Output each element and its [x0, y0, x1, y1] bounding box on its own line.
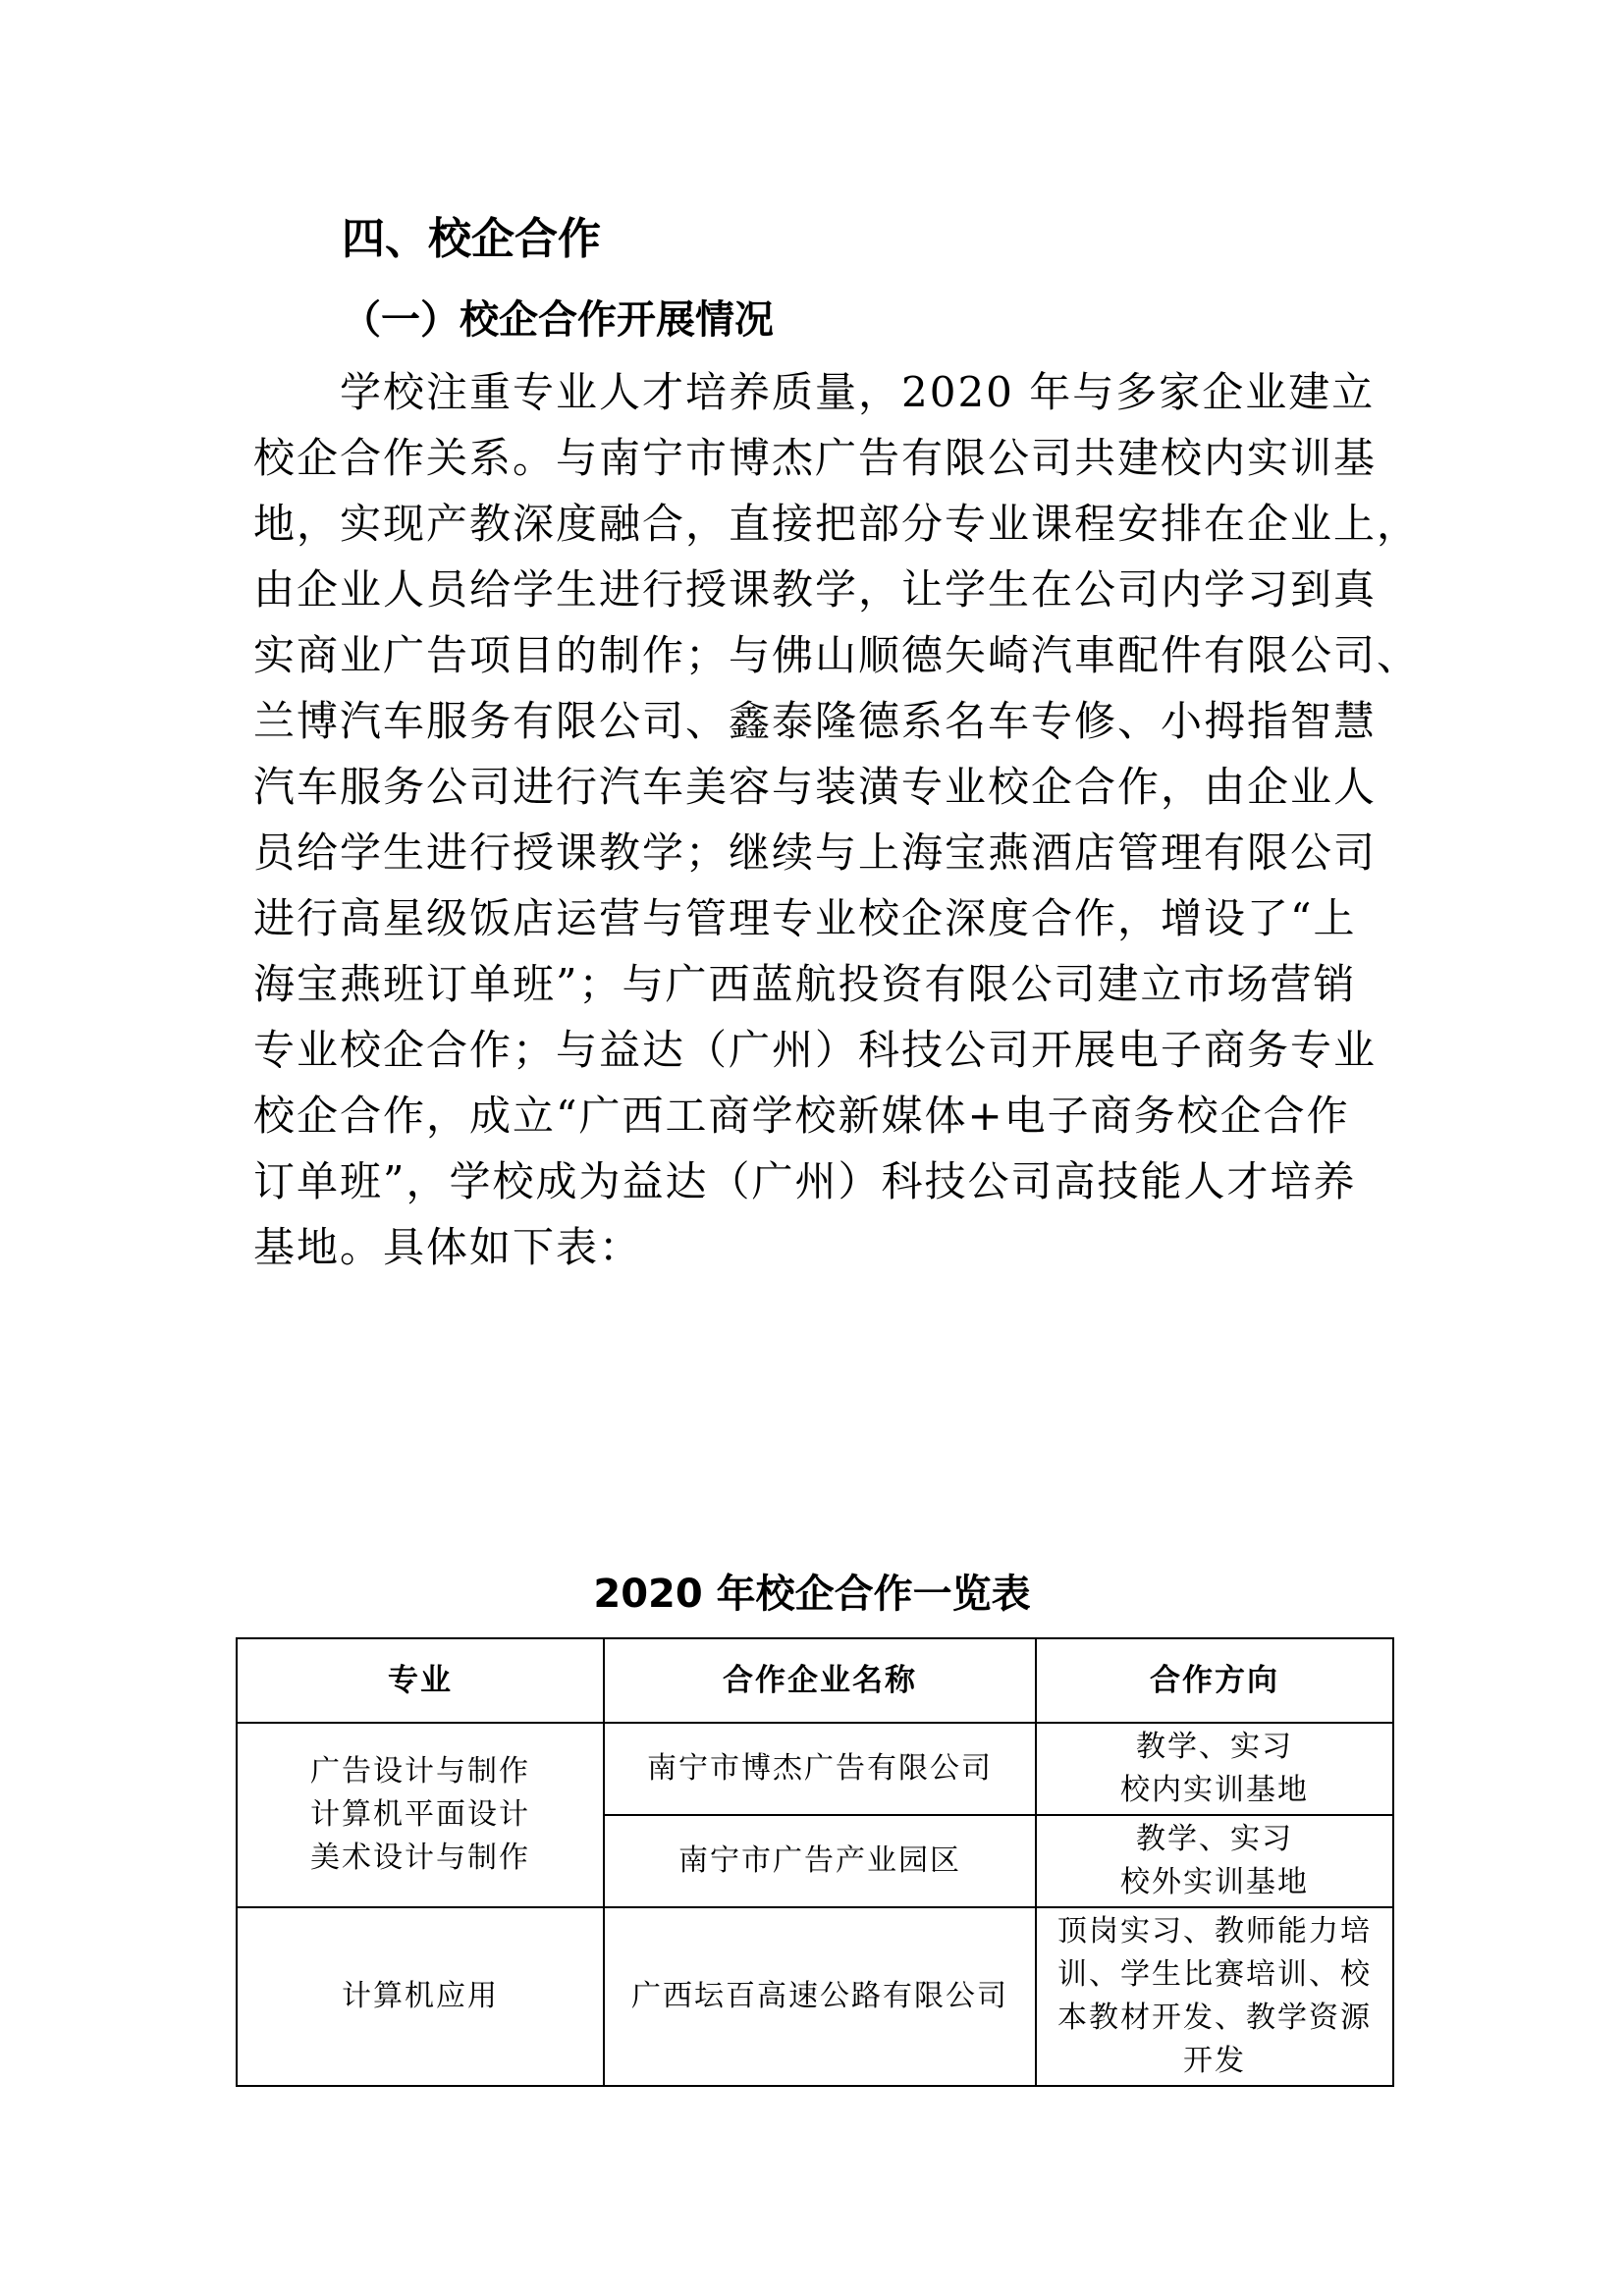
major-name: 美术设计与制作 — [310, 1841, 530, 1875]
paragraph-line: 校企合作，成立“广西工商学校新媒体+电子商务校企合作 — [253, 1092, 1350, 1140]
paragraph-line: 由企业人员给学生进行授课教学，让学生在公司内学习到真 — [253, 565, 1378, 614]
major-name: 计算机平面设计 — [310, 1797, 530, 1832]
table-header-row — [237, 1638, 1393, 1723]
column-header-company: 合作企业名称 — [604, 1638, 1036, 1723]
direction-line: 教学、实习 — [1136, 1730, 1293, 1764]
company-cell: 南宁市博杰广告有限公司 — [604, 1723, 1036, 1815]
paragraph-line: 学校注重专业人才培养质量，2020 年与多家企业建立 — [253, 368, 1376, 416]
direction-line: 开发 — [1183, 2044, 1246, 2078]
subsection-heading: （一）校企合作开展情况 — [342, 297, 774, 343]
column-header-direction: 合作方向 — [1036, 1638, 1393, 1723]
direction-cell — [1036, 1907, 1393, 2086]
paragraph-line: 校企合作关系。与南宁市博杰广告有限公司共建校内实训基 — [253, 434, 1378, 482]
paragraph-line: 专业校企合作；与益达（广州）科技公司开展电子商务专业 — [253, 1026, 1378, 1074]
paragraph-line: 员给学生进行授课教学；继续与上海宝燕酒店管理有限公司 — [253, 828, 1378, 877]
paragraph-line: 汽车服务公司进行汽车美容与装潢专业校企合作，由企业人 — [253, 763, 1378, 811]
direction-line: 校内实训基地 — [1120, 1773, 1309, 1807]
direction-line: 顶岗实习、教师能力培 — [1057, 1914, 1372, 1949]
paragraph-line: 基地。具体如下表： — [253, 1223, 643, 1271]
company-cell: 广西坛百高速公路有限公司 — [604, 1907, 1036, 2086]
direction-line: 校外实训基地 — [1120, 1865, 1309, 1899]
paragraph-line: 地，实现产教深度融合，直接把部分专业课程安排在企业上， — [253, 500, 1421, 548]
column-header-major: 专业 — [237, 1638, 604, 1723]
table-title: 2020 年校企合作一览表 — [593, 1572, 1031, 1617]
paragraph-line: 实商业广告项目的制作；与佛山顺德矢崎汽車配件有限公司、 — [253, 631, 1421, 679]
major-cell: 计算机应用 — [237, 1907, 604, 2086]
table-row — [237, 1907, 1393, 2086]
body-paragraph — [253, 359, 1421, 1280]
cooperation-table — [236, 1637, 1394, 2087]
paragraph-line: 兰博汽车服务有限公司、鑫泰隆德系名车专修、小拇指智慧 — [253, 697, 1378, 745]
table-row — [237, 1723, 1393, 1815]
paragraph-line: 进行高星级饭店运营与管理专业校企深度合作，增设了“上 — [253, 894, 1357, 942]
direction-cell — [1036, 1723, 1393, 1815]
direction-cell — [1036, 1815, 1393, 1907]
company-cell: 南宁市广告产业园区 — [604, 1815, 1036, 1907]
paragraph-line: 海宝燕班订单班”；与广西蓝航投资有限公司建立市场营销 — [253, 960, 1357, 1008]
major-name: 广告设计与制作 — [310, 1754, 530, 1789]
direction-line: 教学、实习 — [1136, 1822, 1293, 1856]
paragraph-line: 订单班”，学校成为益达（广州）科技公司高技能人才培养 — [253, 1157, 1357, 1205]
major-cell-group — [237, 1723, 604, 1907]
direction-line: 训、学生比赛培训、校 — [1057, 1957, 1372, 1992]
section-heading: 四、校企合作 — [342, 214, 601, 264]
direction-line: 本教材开发、教学资源 — [1057, 2001, 1372, 2035]
